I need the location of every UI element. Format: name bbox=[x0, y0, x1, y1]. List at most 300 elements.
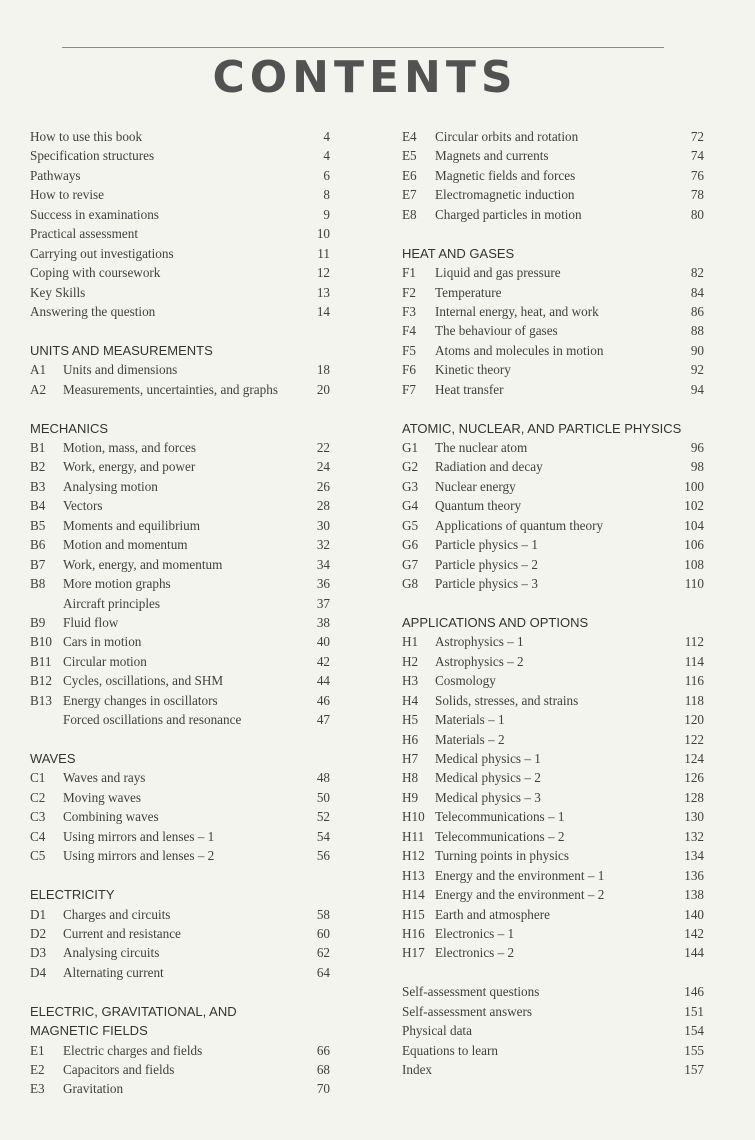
toc-entry[interactable] bbox=[402, 360, 704, 379]
toc-entry-title: Waves and rays bbox=[63, 770, 146, 786]
toc-entry-page: 157 bbox=[684, 1062, 704, 1077]
toc-entry-page: 4 bbox=[323, 148, 330, 164]
toc-entry-title: Index bbox=[402, 1062, 433, 1077]
toc-entry-title: Electromagnetic induction bbox=[435, 187, 575, 203]
toc-entry-title: Capacitors and fields bbox=[63, 1062, 175, 1077]
toc-entry[interactable] bbox=[402, 632, 704, 651]
section-heading: MAGNETIC FIELDS bbox=[30, 1023, 148, 1039]
toc-entry-page: 84 bbox=[690, 284, 704, 300]
toc-entry-page: 90 bbox=[690, 342, 704, 358]
toc-entry[interactable] bbox=[30, 555, 330, 574]
toc-entry[interactable] bbox=[402, 438, 704, 457]
toc-entry-page: 11 bbox=[317, 245, 330, 261]
section-gap bbox=[402, 224, 704, 243]
toc-entry[interactable] bbox=[30, 283, 330, 302]
toc-entry-code: B3 bbox=[30, 478, 46, 494]
toc-entry-title: Medical physics – 3 bbox=[435, 789, 541, 805]
toc-entry-title: Key Skills bbox=[30, 284, 86, 300]
toc-entry[interactable] bbox=[30, 710, 330, 729]
toc-entry-page: 22 bbox=[316, 440, 330, 455]
toc-entry-page: 70 bbox=[316, 1081, 330, 1097]
toc-entry[interactable] bbox=[30, 963, 330, 982]
toc-entry-title: Fluid flow bbox=[63, 614, 119, 630]
toc-entry-code: G3 bbox=[402, 478, 419, 494]
toc-entry-code: E4 bbox=[402, 129, 417, 144]
toc-entry-code: A2 bbox=[30, 381, 47, 397]
toc-entry-page: 104 bbox=[684, 517, 704, 533]
toc-entry-title: Cosmology bbox=[435, 673, 496, 689]
toc-entry-code: G8 bbox=[402, 576, 419, 592]
toc-entry-page: 20 bbox=[316, 381, 330, 397]
toc-entry-title: Earth and atmosphere bbox=[435, 906, 550, 922]
toc-entry-code: B8 bbox=[30, 576, 46, 592]
toc-entry[interactable] bbox=[402, 652, 704, 671]
toc-entry-code: A1 bbox=[30, 362, 47, 378]
toc-entry-title: Astrophysics – 1 bbox=[435, 634, 524, 650]
toc-entry[interactable] bbox=[402, 982, 704, 1001]
toc-entry-title: Energy changes in oscillators bbox=[63, 692, 218, 708]
toc-entry-title: Specification structures bbox=[30, 148, 155, 164]
toc-entry-title: Medical physics – 1 bbox=[435, 751, 541, 766]
toc-entry-code: E7 bbox=[402, 187, 417, 203]
toc-entry-page: 58 bbox=[316, 906, 330, 922]
toc-entry[interactable] bbox=[30, 244, 330, 263]
toc-entry-title: Coping with coursework bbox=[30, 265, 161, 281]
toc-entry-title: Particle physics – 2 bbox=[435, 556, 538, 572]
toc-entry[interactable] bbox=[402, 185, 704, 204]
toc-entry-title: Cycles, oscillations, and SHM bbox=[63, 673, 224, 689]
toc-entry-code: E6 bbox=[402, 167, 417, 183]
toc-entry-title: Heat transfer bbox=[435, 381, 504, 397]
toc-entry-page: 94 bbox=[690, 381, 704, 397]
toc-entry[interactable] bbox=[30, 1041, 330, 1060]
toc-entry-title: Electronics – 2 bbox=[435, 945, 515, 961]
toc-entry-title: Carrying out investigations bbox=[30, 245, 174, 261]
toc-entry[interactable] bbox=[402, 905, 704, 924]
toc-entry[interactable] bbox=[402, 205, 704, 224]
toc-entry-page: 26 bbox=[316, 478, 330, 494]
toc-entry-page: 118 bbox=[684, 692, 704, 708]
toc-entry-title: Gravitation bbox=[63, 1081, 124, 1097]
toc-entry-page: 14 bbox=[316, 303, 330, 319]
toc-entry-page: 44 bbox=[316, 673, 330, 689]
contents-left-column bbox=[30, 127, 330, 1099]
toc-entry[interactable] bbox=[30, 457, 330, 476]
toc-entry-title: Aircraft principles bbox=[63, 595, 161, 611]
toc-entry-title: Turning points in physics bbox=[435, 848, 569, 864]
toc-entry-title: Motion and momentum bbox=[63, 537, 188, 553]
toc-entry-title: Forced oscillations and resonance bbox=[63, 712, 242, 728]
toc-entry-page: 120 bbox=[684, 712, 704, 728]
toc-entry[interactable] bbox=[402, 1021, 704, 1040]
toc-entry-title: Temperature bbox=[435, 284, 502, 300]
toc-entry-title: Energy and the environment – 1 bbox=[435, 867, 605, 883]
toc-entry-code: F7 bbox=[402, 381, 416, 397]
toc-entry-page: 13 bbox=[316, 284, 330, 300]
section-heading: APPLICATIONS AND OPTIONS bbox=[402, 614, 589, 630]
toc-entry[interactable] bbox=[30, 146, 330, 165]
toc-entry-title: Telecommunications – 1 bbox=[435, 809, 565, 825]
toc-entry[interactable] bbox=[30, 691, 330, 710]
toc-entry[interactable] bbox=[402, 827, 704, 846]
toc-entry[interactable] bbox=[402, 302, 704, 321]
toc-entry[interactable] bbox=[402, 671, 704, 690]
toc-entry-title: Applications of quantum theory bbox=[435, 517, 604, 533]
toc-entry-code: F2 bbox=[402, 284, 416, 300]
toc-entry[interactable] bbox=[402, 846, 704, 865]
toc-entry-page: 138 bbox=[684, 887, 704, 903]
toc-entry-code: C2 bbox=[30, 789, 46, 805]
toc-entry-title: Kinetic theory bbox=[435, 362, 511, 378]
toc-entry-code: B5 bbox=[30, 517, 46, 533]
toc-entry[interactable] bbox=[402, 730, 704, 749]
toc-entry-page: 12 bbox=[316, 265, 330, 281]
toc-entry-code: H9 bbox=[402, 789, 419, 805]
toc-entry-page: 96 bbox=[690, 440, 704, 455]
toc-entry-code: H15 bbox=[402, 906, 425, 922]
toc-entry-code: D1 bbox=[30, 906, 47, 922]
toc-entry[interactable] bbox=[30, 380, 330, 399]
toc-entry-title: Solids, stresses, and strains bbox=[435, 692, 579, 708]
toc-entry[interactable] bbox=[30, 496, 330, 515]
toc-entry-page: 110 bbox=[684, 576, 704, 592]
toc-entry[interactable] bbox=[30, 943, 330, 962]
toc-entry-code: D2 bbox=[30, 925, 47, 941]
toc-entry[interactable] bbox=[402, 535, 704, 554]
toc-entry-page: 132 bbox=[684, 828, 704, 844]
section-heading: HEAT AND GASES bbox=[402, 245, 515, 261]
toc-entry-title: Atoms and molecules in motion bbox=[435, 342, 604, 358]
section-heading: ELECTRICITY bbox=[30, 887, 115, 903]
section-heading: ELECTRIC, GRAVITATIONAL, AND bbox=[30, 1003, 237, 1019]
toc-entry-page: 68 bbox=[316, 1062, 330, 1077]
toc-entry-code: E8 bbox=[402, 206, 417, 222]
page-title: CONTENTS bbox=[212, 52, 518, 103]
toc-entry-page: 124 bbox=[684, 751, 704, 766]
toc-entry-page: 40 bbox=[316, 634, 330, 650]
toc-entry-code: C4 bbox=[30, 828, 46, 844]
toc-entry[interactable] bbox=[30, 613, 330, 632]
toc-entry-code: H7 bbox=[402, 751, 419, 766]
toc-entry-title: Astrophysics – 2 bbox=[435, 653, 524, 669]
toc-entry-page: 154 bbox=[684, 1023, 704, 1039]
toc-entry-page: 122 bbox=[684, 731, 704, 747]
toc-entry[interactable] bbox=[30, 846, 330, 865]
toc-entry[interactable] bbox=[30, 807, 330, 826]
toc-entry-page: 144 bbox=[684, 945, 704, 961]
toc-entry-code: D4 bbox=[30, 964, 47, 980]
toc-entry-title: Self-assessment answers bbox=[402, 1003, 533, 1019]
toc-entry-page: 47 bbox=[316, 712, 330, 728]
toc-entry-page: 37 bbox=[316, 595, 330, 611]
toc-entry-page: 112 bbox=[684, 634, 704, 650]
toc-entry-code: E5 bbox=[402, 148, 417, 164]
toc-entry[interactable] bbox=[30, 438, 330, 457]
toc-entry-title: Quantum theory bbox=[435, 498, 522, 514]
toc-entry-code: B12 bbox=[30, 673, 52, 689]
toc-entry[interactable] bbox=[30, 594, 330, 613]
toc-entry[interactable] bbox=[402, 1041, 704, 1060]
toc-entry-page: 38 bbox=[316, 614, 330, 630]
toc-entry-title: Radiation and decay bbox=[435, 459, 543, 475]
toc-entry[interactable] bbox=[402, 885, 704, 904]
toc-entry[interactable] bbox=[30, 205, 330, 224]
toc-entry-page: 9 bbox=[323, 206, 330, 222]
toc-entry[interactable] bbox=[402, 749, 704, 768]
toc-entry-page: 34 bbox=[316, 556, 330, 572]
toc-entry-title: Pathways bbox=[30, 167, 81, 183]
toc-entry-code: H6 bbox=[402, 731, 419, 747]
toc-entry-title: Work, energy, and power bbox=[63, 459, 196, 475]
toc-entry-page: 60 bbox=[316, 925, 330, 941]
toc-entry[interactable] bbox=[402, 496, 704, 515]
toc-entry-page: 24 bbox=[316, 459, 330, 475]
toc-entry-title: How to revise bbox=[30, 187, 104, 203]
toc-entry-title: Nuclear energy bbox=[435, 478, 516, 494]
toc-entry-page: 74 bbox=[690, 148, 704, 164]
toc-entry-page: 86 bbox=[690, 303, 704, 319]
section-heading: WAVES bbox=[30, 751, 76, 766]
toc-entry-title: Work, energy, and momentum bbox=[63, 556, 223, 572]
toc-entry[interactable] bbox=[30, 263, 330, 282]
toc-entry-code: H12 bbox=[402, 848, 425, 864]
toc-entry-page: 78 bbox=[690, 187, 704, 203]
toc-entry[interactable] bbox=[30, 360, 330, 379]
toc-entry-page: 92 bbox=[690, 362, 704, 378]
toc-entry-page: 136 bbox=[684, 867, 704, 883]
toc-entry[interactable] bbox=[402, 691, 704, 710]
toc-entry-page: 32 bbox=[316, 537, 330, 553]
toc-entry[interactable] bbox=[402, 866, 704, 885]
top-rule bbox=[62, 47, 664, 48]
toc-entry-code: H3 bbox=[402, 673, 419, 689]
toc-entry-page: 30 bbox=[316, 517, 330, 533]
toc-entry[interactable] bbox=[402, 788, 704, 807]
toc-entry[interactable] bbox=[402, 321, 704, 340]
toc-entry-page: 46 bbox=[316, 692, 330, 708]
toc-entry-code: H4 bbox=[402, 692, 419, 708]
toc-entry-title: Charged particles in motion bbox=[435, 206, 582, 222]
toc-entry-code: B11 bbox=[30, 653, 52, 669]
toc-entry-code: E3 bbox=[30, 1081, 45, 1097]
toc-entry-title: Electric charges and fields bbox=[63, 1042, 203, 1058]
toc-entry-title: Physical data bbox=[402, 1023, 472, 1039]
toc-entry-title: Using mirrors and lenses – 1 bbox=[63, 828, 215, 844]
toc-entry-title: Answering the question bbox=[30, 303, 156, 319]
section-gap bbox=[30, 399, 330, 418]
toc-entry-code: B10 bbox=[30, 634, 52, 650]
toc-entry[interactable] bbox=[30, 768, 330, 787]
toc-entry-page: 54 bbox=[316, 828, 330, 844]
toc-entry-page: 8 bbox=[323, 187, 330, 203]
toc-entry[interactable] bbox=[30, 535, 330, 554]
toc-entry-page: 4 bbox=[323, 129, 330, 144]
toc-entry-page: 52 bbox=[316, 809, 330, 825]
toc-entry-page: 155 bbox=[684, 1042, 704, 1058]
section-heading: UNITS AND MEASUREMENTS bbox=[30, 342, 213, 358]
toc-entry-title: Analysing motion bbox=[63, 478, 158, 494]
toc-entry-title: Magnets and currents bbox=[435, 148, 549, 164]
toc-entry[interactable] bbox=[402, 943, 704, 962]
toc-entry[interactable] bbox=[30, 185, 330, 204]
toc-entry[interactable] bbox=[402, 380, 704, 399]
toc-entry[interactable] bbox=[30, 477, 330, 496]
toc-entry[interactable] bbox=[402, 574, 704, 593]
toc-entry[interactable] bbox=[402, 283, 704, 302]
toc-entry-code: F6 bbox=[402, 362, 416, 378]
section-gap bbox=[402, 594, 704, 613]
toc-entry-title: Magnetic fields and forces bbox=[435, 167, 576, 183]
toc-entry[interactable] bbox=[402, 516, 704, 535]
toc-entry[interactable] bbox=[30, 671, 330, 690]
toc-entry-code: G4 bbox=[402, 498, 419, 514]
toc-entry-title: Success in examinations bbox=[30, 206, 159, 222]
toc-entry-page: 114 bbox=[684, 653, 704, 669]
toc-entry-title: Materials – 2 bbox=[435, 731, 505, 747]
toc-entry-code: G6 bbox=[402, 537, 419, 553]
toc-entry[interactable] bbox=[402, 127, 704, 146]
toc-entry-page: 126 bbox=[684, 770, 704, 786]
toc-entry-page: 82 bbox=[690, 265, 704, 281]
toc-entry-page: 100 bbox=[684, 478, 704, 494]
toc-entry[interactable] bbox=[402, 341, 704, 360]
toc-entry[interactable] bbox=[30, 302, 330, 321]
toc-entry-page: 102 bbox=[684, 498, 704, 514]
toc-entry-code: F5 bbox=[402, 342, 416, 358]
toc-entry-page: 76 bbox=[690, 167, 704, 183]
toc-entry[interactable] bbox=[402, 710, 704, 729]
toc-entry-page: 28 bbox=[316, 498, 330, 514]
toc-entry-title: Circular orbits and rotation bbox=[435, 129, 579, 144]
toc-entry[interactable] bbox=[30, 652, 330, 671]
toc-entry[interactable] bbox=[402, 1002, 704, 1021]
toc-entry-code: H10 bbox=[402, 809, 425, 825]
toc-entry[interactable] bbox=[30, 516, 330, 535]
toc-entry-code: D3 bbox=[30, 945, 47, 961]
toc-entry-title: Combining waves bbox=[63, 809, 159, 825]
toc-entry-code: H17 bbox=[402, 945, 425, 961]
toc-entry[interactable] bbox=[30, 924, 330, 943]
toc-entry-page: 140 bbox=[684, 906, 704, 922]
toc-entry-title: The behaviour of gases bbox=[435, 323, 558, 339]
toc-entry-page: 128 bbox=[684, 789, 704, 805]
toc-entry-title: Medical physics – 2 bbox=[435, 770, 541, 786]
toc-entry-title: Alternating current bbox=[63, 964, 164, 980]
toc-entry-code: G7 bbox=[402, 556, 419, 572]
toc-entry[interactable] bbox=[402, 924, 704, 943]
toc-entry[interactable] bbox=[30, 1079, 330, 1098]
section-gap bbox=[402, 963, 704, 982]
toc-entry-page: 64 bbox=[316, 964, 330, 980]
section-heading: MECHANICS bbox=[30, 420, 109, 436]
toc-entry-code: H11 bbox=[402, 828, 425, 844]
toc-entry[interactable] bbox=[402, 263, 704, 282]
toc-entry-title: Moving waves bbox=[63, 789, 142, 805]
section-heading: ATOMIC, NUCLEAR, AND PARTICLE PHYSICS bbox=[402, 420, 682, 436]
toc-entry[interactable] bbox=[30, 1060, 330, 1079]
toc-entry-page: 146 bbox=[684, 984, 704, 1000]
toc-entry-title: Moments and equilibrium bbox=[63, 517, 200, 533]
toc-entry-page: 50 bbox=[316, 789, 330, 805]
toc-entry-code: B1 bbox=[30, 440, 46, 455]
toc-entry-title: The nuclear atom bbox=[435, 440, 528, 455]
toc-entry-code: B7 bbox=[30, 556, 46, 572]
toc-entry-page: 10 bbox=[316, 226, 330, 242]
toc-entry-page: 72 bbox=[690, 129, 704, 144]
toc-entry[interactable] bbox=[30, 788, 330, 807]
toc-entry[interactable] bbox=[30, 224, 330, 243]
toc-entry-code: C5 bbox=[30, 848, 46, 864]
toc-entry-page: 48 bbox=[316, 770, 330, 786]
toc-entry-page: 142 bbox=[684, 925, 704, 941]
toc-entry[interactable] bbox=[402, 1060, 704, 1079]
toc-entry-page: 106 bbox=[684, 537, 704, 553]
toc-entry-page: 151 bbox=[684, 1003, 704, 1019]
toc-entry-page: 130 bbox=[684, 809, 704, 825]
toc-entry-title: Internal energy, heat, and work bbox=[435, 303, 599, 319]
toc-entry[interactable] bbox=[30, 632, 330, 651]
toc-entry-code: C3 bbox=[30, 809, 46, 825]
toc-entry[interactable] bbox=[402, 477, 704, 496]
toc-entry-title: Self-assessment questions bbox=[402, 984, 540, 1000]
toc-entry[interactable] bbox=[402, 146, 704, 165]
section-gap bbox=[402, 399, 704, 418]
section-gap bbox=[30, 982, 330, 1001]
toc-entry-title: Units and dimensions bbox=[63, 362, 178, 378]
toc-entry[interactable] bbox=[402, 555, 704, 574]
toc-entry-title: How to use this book bbox=[30, 129, 143, 144]
toc-entry-page: 134 bbox=[684, 848, 704, 864]
toc-entry[interactable] bbox=[30, 905, 330, 924]
toc-entry-page: 6 bbox=[323, 167, 330, 183]
toc-entry-title: Cars in motion bbox=[63, 634, 142, 650]
toc-entry-page: 66 bbox=[316, 1042, 330, 1058]
toc-entry-code: H13 bbox=[402, 867, 425, 883]
toc-entry-title: Charges and circuits bbox=[63, 906, 171, 922]
toc-entry-code: B6 bbox=[30, 537, 46, 553]
toc-entry[interactable] bbox=[30, 166, 330, 185]
contents-right-column bbox=[402, 127, 704, 1079]
toc-entry-title: Current and resistance bbox=[63, 925, 181, 941]
toc-entry-code: B9 bbox=[30, 614, 46, 630]
toc-entry-code: H14 bbox=[402, 887, 425, 903]
toc-entry[interactable] bbox=[402, 457, 704, 476]
toc-entry-code: F3 bbox=[402, 303, 416, 319]
toc-entry-code: G1 bbox=[402, 440, 419, 455]
toc-entry[interactable] bbox=[30, 574, 330, 593]
section-gap bbox=[30, 321, 330, 340]
toc-entry[interactable] bbox=[402, 166, 704, 185]
toc-entry-title: Circular motion bbox=[63, 653, 147, 669]
toc-entry[interactable] bbox=[402, 807, 704, 826]
toc-entry-page: 98 bbox=[690, 459, 704, 475]
toc-entry-page: 56 bbox=[316, 848, 330, 864]
section-gap bbox=[30, 866, 330, 885]
toc-entry-page: 88 bbox=[690, 323, 704, 339]
toc-entry-page: 36 bbox=[316, 576, 330, 592]
toc-entry-title: Materials – 1 bbox=[435, 712, 505, 728]
toc-entry-title: Measurements, uncertainties, and graphs bbox=[63, 381, 278, 397]
toc-entry-title: Liquid and gas pressure bbox=[435, 265, 561, 281]
toc-entry-code: G2 bbox=[402, 459, 419, 475]
toc-entry-page: 62 bbox=[316, 945, 330, 961]
toc-entry[interactable] bbox=[30, 127, 330, 146]
toc-entry-code: E1 bbox=[30, 1042, 45, 1058]
toc-entry[interactable] bbox=[402, 768, 704, 787]
toc-entry[interactable] bbox=[30, 827, 330, 846]
toc-entry-code: F1 bbox=[402, 265, 416, 281]
toc-entry-title: Using mirrors and lenses – 2 bbox=[63, 848, 215, 864]
